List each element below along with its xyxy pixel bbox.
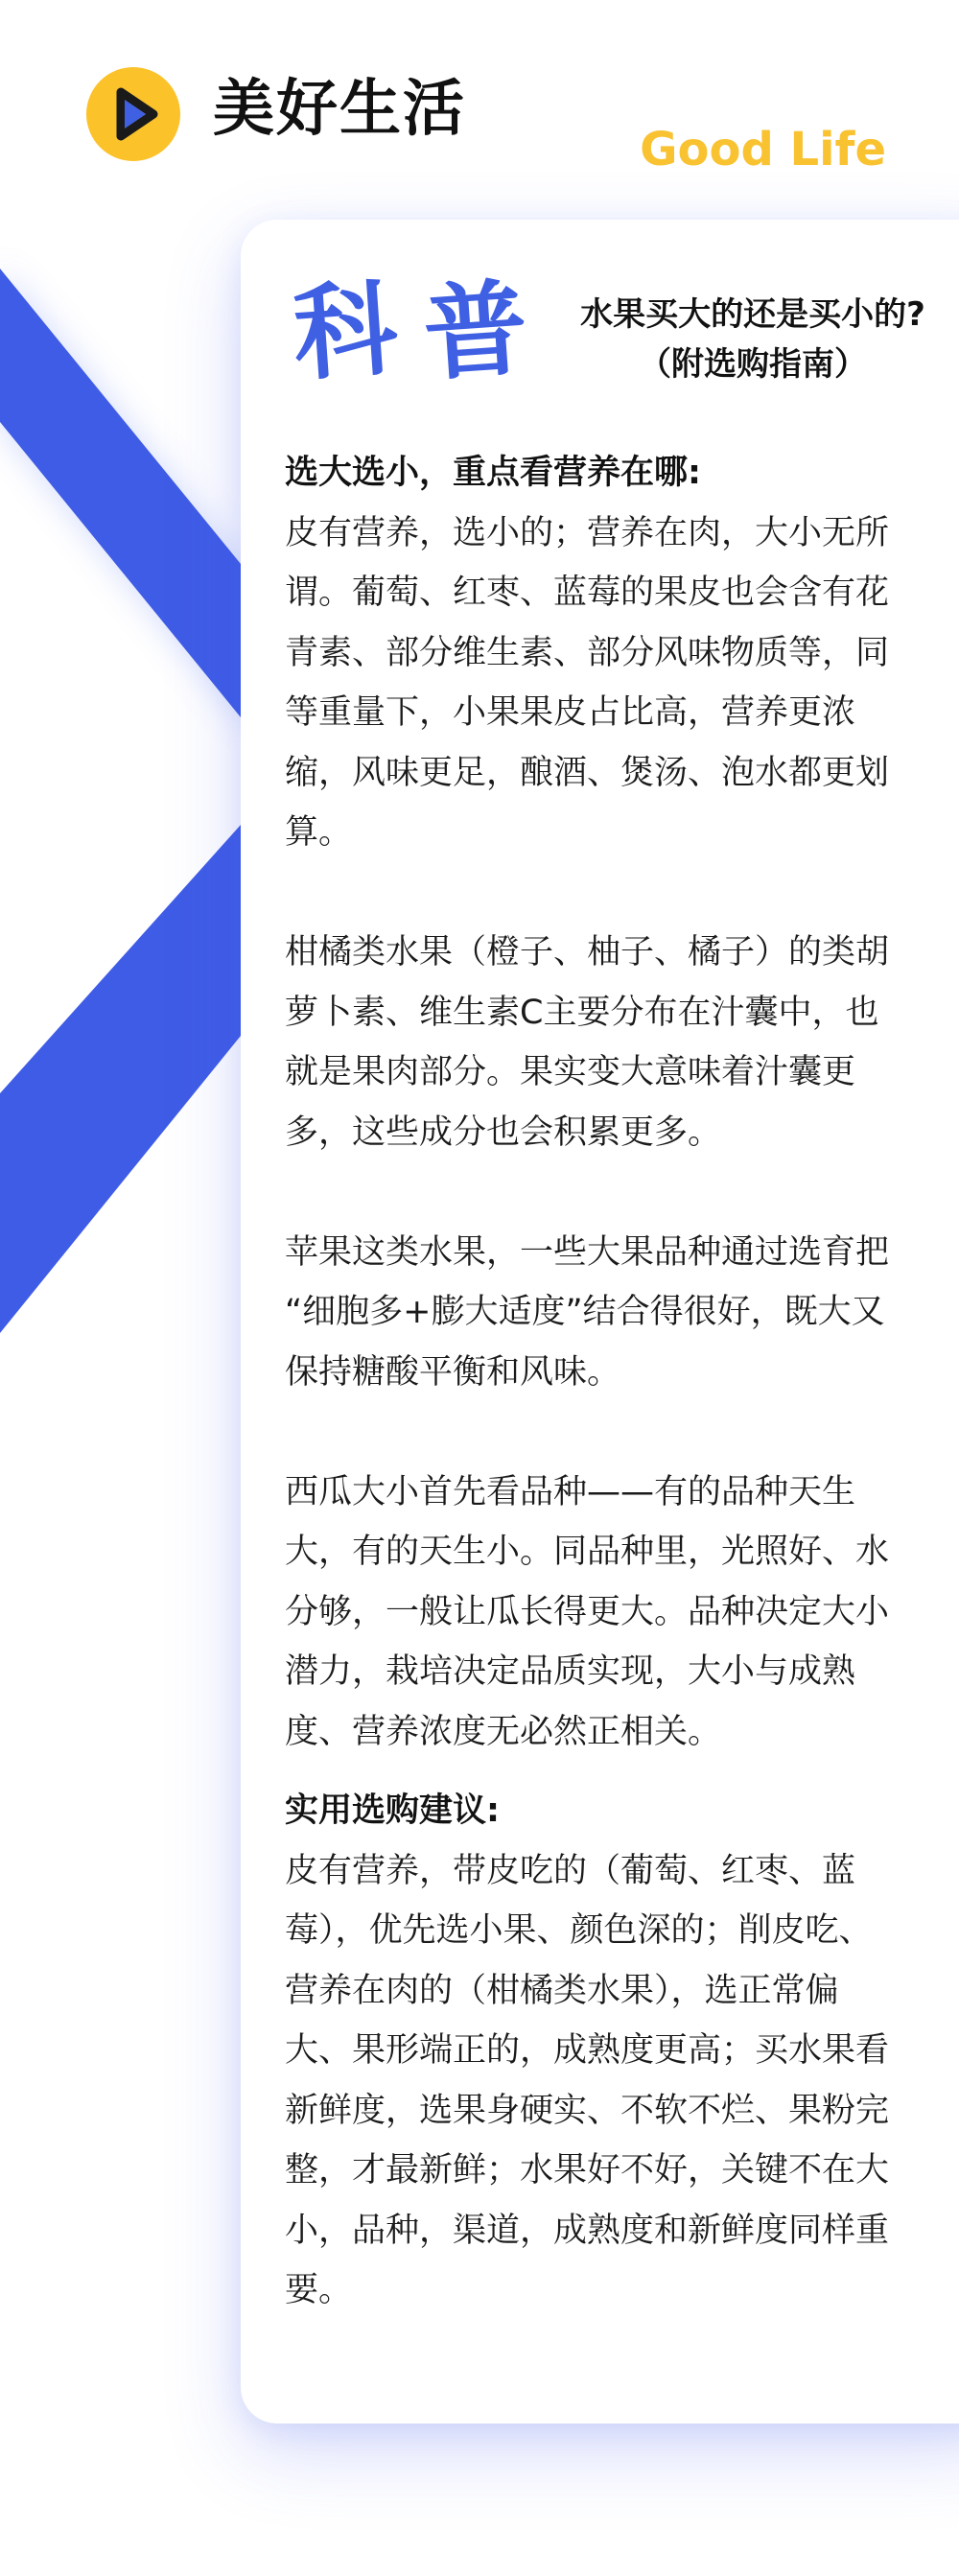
article-body bbox=[285, 443, 927, 2321]
paragraph-line: 潜力，栽培决定品质实现，大小与成熟 bbox=[285, 1652, 856, 1691]
section-heading-size: 选大选小，重点看营养在哪: bbox=[285, 454, 701, 492]
paragraph-line: 西瓜大小首先看品种——有的品种天生 bbox=[285, 1472, 856, 1511]
paragraph-line: 柑橘类水果（橙子、柚子、橘子）的类胡 bbox=[285, 933, 890, 972]
paragraph-line: 就是果肉部分。果实变大意味着汁囊更 bbox=[285, 1053, 856, 1091]
article-title bbox=[566, 290, 940, 389]
paragraph-line: 莓），优先选小果、颜色深的；削皮吃、 bbox=[285, 1911, 873, 1950]
section-heading-buying-tips: 实用选购建议: bbox=[285, 1791, 500, 1830]
paragraph-line: 整，才最新鲜；水果好不好，关键不在大 bbox=[285, 2151, 890, 2190]
paragraph-buying-tips bbox=[285, 1841, 927, 2321]
paragraph-line: 大，有的天生小。同品种里，光照好、水 bbox=[285, 1533, 890, 1571]
science-badge bbox=[289, 268, 533, 396]
play-icon bbox=[86, 67, 180, 161]
paragraph-line: 要。 bbox=[285, 2271, 353, 2309]
paragraph-line: 大、果形端正的，成熟度更高；买水果看 bbox=[285, 2031, 890, 2070]
paragraph-line: 小，品种，渠道，成熟度和新鲜度同样重 bbox=[285, 2211, 890, 2250]
paragraph-line: 算。 bbox=[285, 813, 353, 852]
science-badge-char-1: 科 bbox=[289, 268, 402, 396]
paragraph-skin-nutrition bbox=[285, 503, 927, 863]
paragraph-line: 多，这些成分也会积累更多。 bbox=[285, 1112, 722, 1152]
paragraph-line: 苹果这类水果，一些大果品种通过选育把 bbox=[285, 1232, 890, 1272]
science-badge-char-2: 普 bbox=[419, 268, 532, 396]
paragraph-line: 皮有营养，选小的；营养在肉，大小无所 bbox=[285, 513, 890, 552]
paragraph-line: 谓。葡萄、红枣、蓝莓的果皮也会含有花 bbox=[285, 574, 890, 612]
paragraph-line: 皮有营养，带皮吃的（葡萄、红枣、蓝 bbox=[285, 1851, 856, 1890]
paragraph-watermelon bbox=[285, 1463, 927, 1763]
paragraph-line: 新鲜度，选果身硬实、不软不烂、果粉完 bbox=[285, 2091, 890, 2130]
paragraph-line: 保持糖酸平衡和风味。 bbox=[285, 1352, 621, 1392]
paragraph-line: 萝卜素、维生素C主要分布在汁囊中，也 bbox=[285, 993, 879, 1032]
paragraph-line: 缩，风味更足，酿酒、煲汤、泡水都更划 bbox=[285, 753, 890, 792]
brand-title: 美好生活 bbox=[213, 74, 466, 145]
article-title-line-1: 水果买大的还是买小的? bbox=[580, 295, 925, 334]
brand-english-title: Good Life bbox=[640, 123, 886, 176]
article-title-line-2: （附选购指南） bbox=[639, 345, 867, 384]
paragraph-line: 等重量下，小果果皮占比高，营养更浓 bbox=[285, 693, 856, 732]
paragraph-line: 度、营养浓度无必然正相关。 bbox=[285, 1712, 722, 1751]
paragraph-line: 分够，一般让瓜长得更大。品种决定大小 bbox=[285, 1592, 890, 1631]
paragraph-line: “细胞多+膨大适度”结合得很好，既大又 bbox=[285, 1293, 885, 1331]
paragraph-citrus bbox=[285, 923, 927, 1162]
paragraph-line: 青素、部分维生素、部分风味物质等，同 bbox=[285, 633, 890, 672]
paragraph-apple bbox=[285, 1223, 927, 1403]
brand-logo bbox=[86, 67, 180, 161]
paragraph-line: 营养在肉的（柑橘类水果），选正常偏 bbox=[285, 1971, 839, 2010]
